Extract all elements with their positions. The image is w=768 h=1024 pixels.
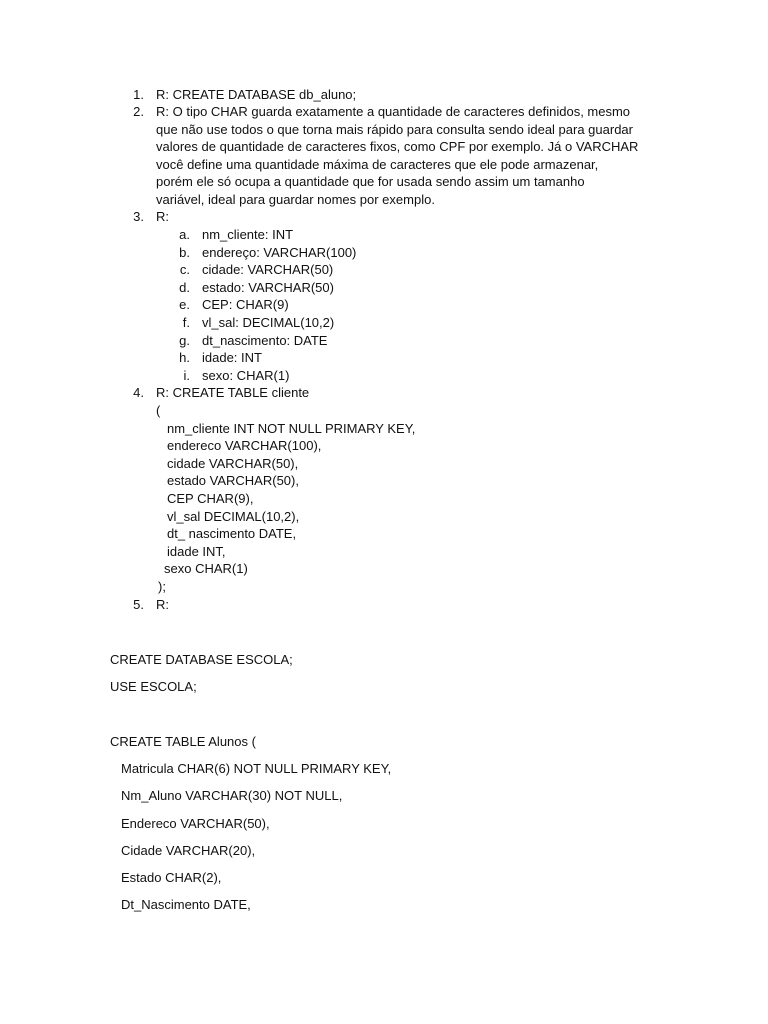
list-number-2: 2. [133,104,144,119]
list-number-5: 5. [133,597,144,612]
sub-item-letter: f. [182,315,190,330]
code-line: endereco VARCHAR(100), [167,438,322,453]
sql-column-line: Dt_Nascimento DATE, [121,897,251,912]
code-line: ); [158,579,166,594]
sql-use-database: USE ESCOLA; [110,679,197,694]
code-line: vl_sal DECIMAL(10,2), [167,509,300,524]
code-line: idade INT, [167,544,226,559]
list-number-1: 1. [133,87,144,102]
answer-2-line: variável, ideal para guardar nomes por exemplo. [156,192,435,207]
sub-item-text: CEP: CHAR(9) [202,297,289,312]
list-number-3: 3. [133,209,144,224]
sub-item-letter: i. [183,368,190,383]
sub-item-text: dt_nascimento: DATE [202,333,328,348]
answer-4-text: R: CREATE TABLE cliente [156,385,310,400]
code-line: ( [156,403,161,418]
sub-item-letter: d. [179,280,190,295]
sql-column-line: Estado CHAR(2), [121,870,222,885]
sub-item-text: vl_sal: DECIMAL(10,2) [202,315,335,330]
sub-item-text: idade: INT [202,350,262,365]
code-line: CEP CHAR(9), [167,491,254,506]
sub-item-letter: c. [179,262,190,277]
sub-item-text: nm_cliente: INT [202,227,294,242]
code-line: sexo CHAR(1) [164,561,248,576]
sub-item-letter: b. [179,245,190,260]
answer-3-text: R: [156,209,169,224]
answer-5-text: R: [156,597,169,612]
answer-2-line: porém ele só ocupa a quantidade que for usada sendo assim um tamanho [156,174,585,189]
sql-column-line: Nm_Aluno VARCHAR(30) NOT NULL, [121,788,343,803]
sub-item-text: sexo: CHAR(1) [202,368,290,383]
list-number-4: 4. [133,385,144,400]
sub-item-text: cidade: VARCHAR(50) [202,262,334,277]
sql-create-database: CREATE DATABASE ESCOLA; [110,652,293,667]
sql-create-table: CREATE TABLE Alunos ( [110,734,256,749]
answer-1-text: R: CREATE DATABASE db_aluno; [156,87,357,102]
sql-column-line: Matricula CHAR(6) NOT NULL PRIMARY KEY, [121,761,392,776]
answer-2-line: você define uma quantidade máxima de caracteres que ele pode armazenar, [156,157,599,172]
sub-item-letter: h. [179,350,190,365]
code-line: cidade VARCHAR(50), [167,456,299,471]
sub-item-letter: g. [179,333,190,348]
code-line: nm_cliente INT NOT NULL PRIMARY KEY, [167,421,416,436]
sql-column-line: Cidade VARCHAR(20), [121,843,256,858]
code-line: estado VARCHAR(50), [167,473,299,488]
answer-2-line: valores de quantidade de caracteres fixos, como CPF por exemplo. Já o VARCHAR [156,139,639,154]
sub-item-letter: e. [179,297,190,312]
answer-2-line: que não use todos o que torna mais rápido para consulta sendo ideal para guardar [156,122,633,137]
sql-column-line: Endereco VARCHAR(50), [121,816,270,831]
code-line: dt_ nascimento DATE, [167,526,297,541]
answer-2-line: R: O tipo CHAR guarda exatamente a quantidade de caracteres definidos, mesmo [156,104,631,119]
sub-item-text: estado: VARCHAR(50) [202,280,334,295]
sub-item-text: endereço: VARCHAR(100) [202,245,357,260]
sub-item-letter: a. [179,227,190,242]
